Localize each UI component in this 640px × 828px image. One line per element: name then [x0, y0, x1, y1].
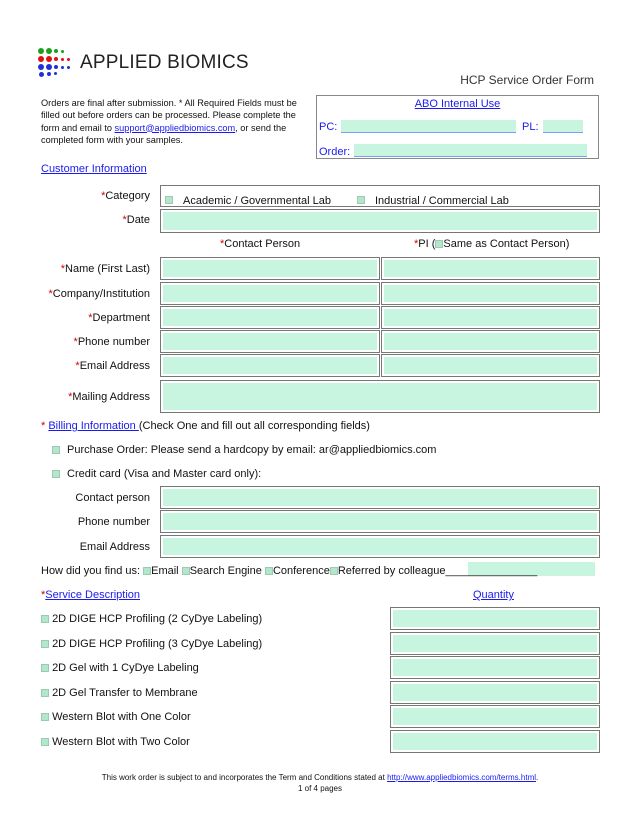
checkbox-icon[interactable] — [41, 738, 49, 746]
checkbox-icon[interactable] — [52, 446, 60, 454]
cc-phone-field[interactable] — [160, 510, 600, 533]
referral-row: How did you find us: Email Search Engine Conference Referred by colleague_______________ — [41, 565, 538, 577]
logo-dots-icon — [38, 48, 72, 78]
billing-heading: * Billing Information (Check One and fill out all corresponding fields) — [41, 420, 370, 432]
form-title: HCP Service Order Form — [460, 73, 594, 87]
checkbox-icon[interactable] — [330, 567, 338, 575]
referral-email-option[interactable]: Email — [143, 565, 179, 577]
checkbox-icon[interactable] — [41, 689, 49, 697]
intro-text — [41, 97, 315, 146]
category-label: *Category — [101, 190, 150, 202]
contact-person-column: *Contact Person — [220, 238, 301, 250]
checkbox-icon[interactable] — [41, 640, 49, 648]
pi-column: *PI ( Same as Contact Person) — [414, 238, 570, 250]
checkbox-icon[interactable] — [52, 470, 60, 478]
service-item-3[interactable]: 2D Gel with 1 CyDye Labeling — [41, 662, 199, 674]
service-item-6[interactable]: Western Blot with Two Color — [41, 736, 190, 748]
service-item-2[interactable]: 2D DIGE HCP Profiling (3 CyDye Labeling) — [41, 638, 262, 650]
checkbox-icon[interactable] — [41, 664, 49, 672]
service-item-5[interactable]: Western Blot with One Color — [41, 711, 191, 723]
contact-name-field[interactable] — [160, 257, 380, 280]
quantity-field-4[interactable] — [390, 681, 600, 704]
pl-field[interactable] — [543, 120, 583, 133]
referral-search-option[interactable]: Search Engine — [182, 565, 262, 577]
checkbox-icon[interactable] — [143, 567, 151, 575]
contact-department-field[interactable] — [160, 306, 380, 329]
service-heading: *Service Description — [41, 589, 141, 601]
order-label: Order: — [319, 146, 351, 158]
referral-colleague-option[interactable]: Referred by colleague_______________ — [330, 565, 537, 577]
pi-email-field[interactable] — [381, 354, 600, 377]
date-field[interactable] — [160, 209, 600, 233]
billing-option-cc[interactable]: Credit card (Visa and Master card only): — [52, 468, 261, 480]
pi-name-field[interactable] — [381, 257, 600, 280]
checkbox-icon[interactable] — [165, 196, 173, 204]
quantity-field-3[interactable] — [390, 656, 600, 679]
quantity-field-2[interactable] — [390, 632, 600, 655]
contact-company-field[interactable] — [160, 282, 380, 305]
mailing-label: *Mailing Address — [68, 391, 150, 403]
quantity-heading[interactable]: Quantity — [473, 589, 514, 601]
pc-field[interactable] — [341, 120, 516, 133]
support-email-link[interactable]: support@appliedbiomics.com — [114, 122, 236, 133]
company-label: *Company/Institution — [48, 288, 150, 300]
name-label: *Name (First Last) — [60, 263, 150, 275]
cc-contact-field[interactable] — [160, 486, 600, 509]
checkbox-icon[interactable] — [182, 567, 190, 575]
cc-phone-label: Phone number — [77, 516, 150, 528]
abo-internal-box — [316, 95, 599, 159]
cc-email-label: Email Address — [79, 541, 150, 553]
quantity-field-5[interactable] — [390, 705, 600, 728]
mailing-address-field[interactable] — [160, 380, 600, 413]
checkbox-icon[interactable] — [265, 567, 273, 575]
checkbox-icon[interactable] — [357, 196, 365, 204]
intro-after: , or send the completed form with your samples. — [41, 122, 287, 145]
intro-before: Orders are final after submission. * All Required Fields must be filled out before orders can be processed. Please complete the form and email to — [41, 98, 297, 133]
pl-label: PL: — [522, 121, 539, 133]
pi-department-field[interactable] — [381, 306, 600, 329]
category-box — [160, 185, 600, 207]
order-field[interactable] — [354, 144, 587, 157]
checkbox-icon[interactable] — [41, 615, 49, 623]
email-label: *Email Address — [75, 360, 150, 372]
contact-email-field[interactable] — [160, 354, 380, 377]
footer: This work order is subject to and incorporates the Term and Conditions stated at http://www.appliedbiomics.com/terms.html. 1 of 4 pages — [0, 772, 640, 794]
category-option-industrial[interactable]: Industrial / Commercial Lab — [357, 191, 509, 209]
pi-company-field[interactable] — [381, 282, 600, 305]
brand-name: APPLIED BIOMICS — [80, 52, 249, 73]
pi-phone-field[interactable] — [381, 330, 600, 353]
contact-phone-field[interactable] — [160, 330, 380, 353]
quantity-field-6[interactable] — [390, 730, 600, 753]
quantity-field-1[interactable] — [390, 607, 600, 630]
service-item-4[interactable]: 2D Gel Transfer to Membrane — [41, 687, 198, 699]
abo-title: ABO Internal Use — [414, 98, 501, 110]
phone-label: *Phone number — [73, 336, 150, 348]
page-count: 1 of 4 pages — [297, 784, 343, 793]
terms-link[interactable]: http://www.appliedbiomics.com/terms.html — [387, 773, 537, 782]
referral-conference-option[interactable]: Conference — [265, 565, 330, 577]
date-label: *Date — [122, 214, 150, 226]
billing-option-po[interactable]: Purchase Order: Please send a hardcopy by email: ar@appliedbiomics.com — [52, 444, 436, 456]
footer-text: This work order is subject to and incorporates the Term and Conditions stated at — [101, 773, 388, 782]
service-description-link[interactable]: Service Description — [45, 589, 141, 601]
customer-info-heading[interactable]: Customer Information — [41, 163, 147, 175]
pc-label: PC: — [319, 121, 338, 133]
department-label: *Department — [88, 312, 150, 324]
billing-info-link[interactable]: Billing Information — [48, 420, 139, 432]
checkbox-icon[interactable] — [41, 713, 49, 721]
service-item-1[interactable]: 2D DIGE HCP Profiling (2 CyDye Labeling) — [41, 613, 262, 625]
cc-email-field[interactable] — [160, 535, 600, 558]
category-option-academic[interactable]: Academic / Governmental Lab — [165, 191, 331, 209]
cc-contact-label: Contact person — [75, 492, 150, 504]
